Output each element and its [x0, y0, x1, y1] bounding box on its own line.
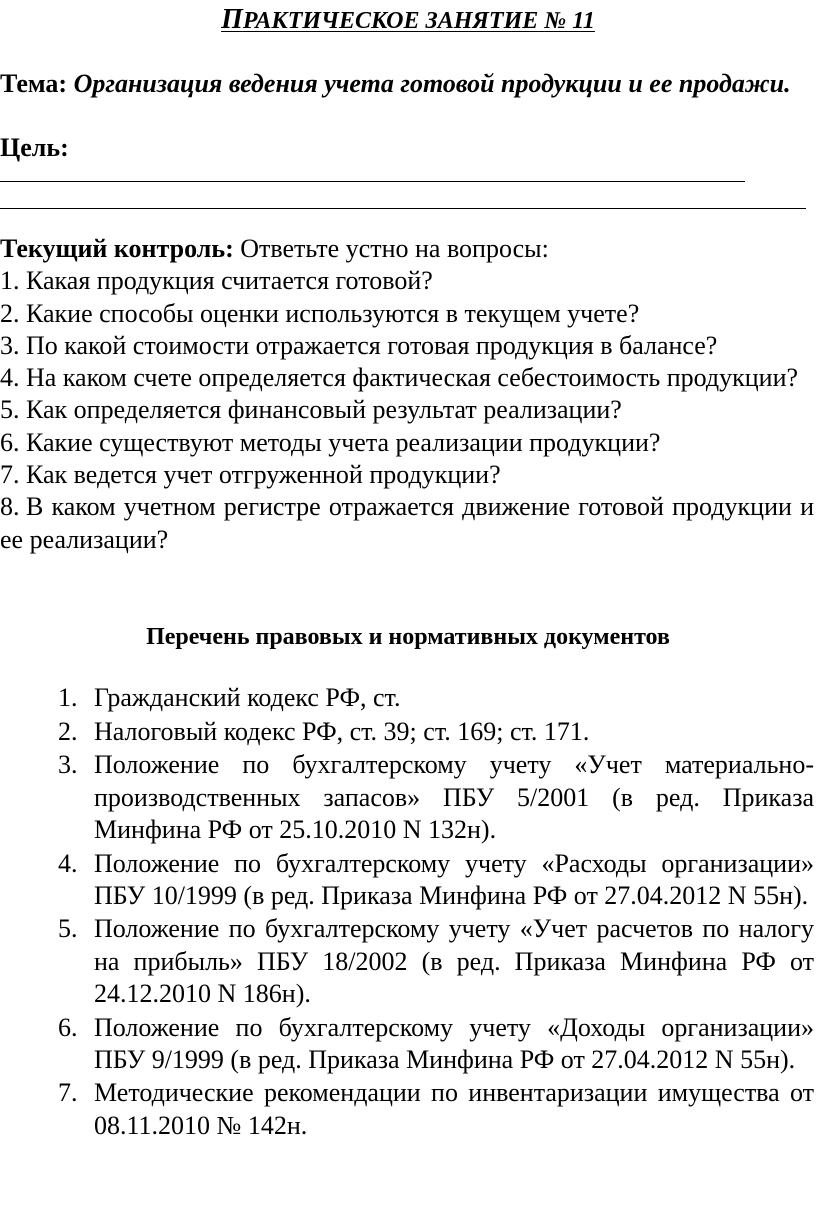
- question-text: Какие существуют методы учета реализации продукции?: [26, 427, 661, 457]
- question-number: 3.: [0, 330, 20, 360]
- document-item: [58, 913, 814, 1010]
- document-number: 4.: [58, 848, 78, 878]
- document-text: Методические рекомендации по инвентаризации имущества от 08.11.2010 № 142н.: [94, 1078, 814, 1140]
- question-item: [0, 330, 814, 362]
- question-item: [0, 362, 814, 394]
- document-text: Налоговый кодекс РФ, ст. 39; ст. 169; ст. 171.: [94, 716, 590, 746]
- topic-line: [0, 68, 814, 100]
- current-control-section: [0, 233, 814, 556]
- document-item: [58, 749, 814, 846]
- title-number: № 11: [544, 8, 595, 34]
- question-item: [0, 427, 814, 459]
- question-text: Какие способы оценки используются в текущем учете?: [26, 298, 640, 328]
- question-number: 6.: [0, 427, 20, 457]
- question-text: Какая продукция считается готовой?: [26, 266, 433, 296]
- topic-label: Тема:: [0, 69, 68, 98]
- document-item: [58, 682, 814, 714]
- question-text: Как ведется учет отгруженной продукции?: [26, 460, 501, 490]
- control-instruction: Ответьте устно на вопросы:: [240, 234, 549, 263]
- goal-blank-line-1: [0, 181, 745, 182]
- document-number: 3.: [58, 750, 78, 780]
- document-text: Гражданский кодекс РФ, ст.: [94, 683, 401, 712]
- document-number: 6.: [58, 1012, 78, 1042]
- document-item: [58, 848, 814, 912]
- question-item: [0, 394, 814, 426]
- documents-heading: Перечень правовых и нормативных документов: [146, 624, 670, 650]
- goal-blank-line-2: [0, 208, 806, 209]
- documents-list: [58, 682, 814, 1143]
- title-initial: П: [221, 4, 243, 35]
- document-number: 2.: [58, 716, 78, 746]
- document-text: Положение по бухгалтерскому учету «Учет материально-производственных запасов» ПБУ 5/2001 (в ред. Приказа Минфина РФ от 25.10.2010 N 132н).: [94, 750, 814, 844]
- question-item: [0, 491, 814, 556]
- question-number: 5.: [0, 395, 20, 425]
- document-item: [58, 716, 814, 748]
- question-text: Как определяется финансовый результат реализации?: [26, 395, 622, 425]
- control-label: Текущий контроль:: [0, 234, 234, 263]
- page-title: [0, 2, 816, 39]
- goal-label: Цель:: [0, 133, 69, 162]
- topic-value: Организация ведения учета готовой продукции и ее продажи.: [73, 69, 791, 98]
- question-item: [0, 459, 814, 491]
- question-number: 7.: [0, 460, 20, 490]
- document-text: Положение по бухгалтерскому учету «Доходы организации» ПБУ 9/1999 (в ред. Приказа Минфина РФ от 27.04.2012 N 55н).: [94, 1012, 814, 1074]
- document-number: 5.: [58, 914, 78, 944]
- question-text: На каком счете определяется фактическая себестоимость продукции?: [26, 363, 799, 393]
- question-number: 1.: [0, 266, 20, 296]
- document-item: [58, 1077, 814, 1141]
- document-item: [58, 1012, 814, 1076]
- question-item: [0, 298, 814, 330]
- document-number: 1.: [58, 683, 78, 712]
- document-text: Положение по бухгалтерскому учету «Расходы организации» ПБУ 10/1999 (в ред. Приказа Минфина РФ от 27.04.2012 N 55н).: [94, 848, 814, 910]
- question-number: 2.: [0, 298, 20, 328]
- document-number: 7.: [58, 1078, 78, 1108]
- document-text: Положение по бухгалтерскому учету «Учет расчетов по налогу на прибыль» ПБУ 18/2002 (в ред. Приказа Минфина РФ от 24.12.2010 N 186н).: [94, 914, 814, 1008]
- title-text: РАКТИЧЕСКОЕ ЗАНЯТИЕ: [242, 8, 539, 34]
- question-number: 4.: [0, 363, 20, 393]
- control-heading: [0, 233, 814, 265]
- question-text: По какой стоимости отражается готовая продукция в балансе?: [26, 330, 718, 360]
- question-text: В каком учетном регистре отражается движение готовой продукции и ее реализации?: [0, 492, 814, 554]
- question-item: [0, 265, 814, 297]
- question-number: 8.: [0, 492, 20, 522]
